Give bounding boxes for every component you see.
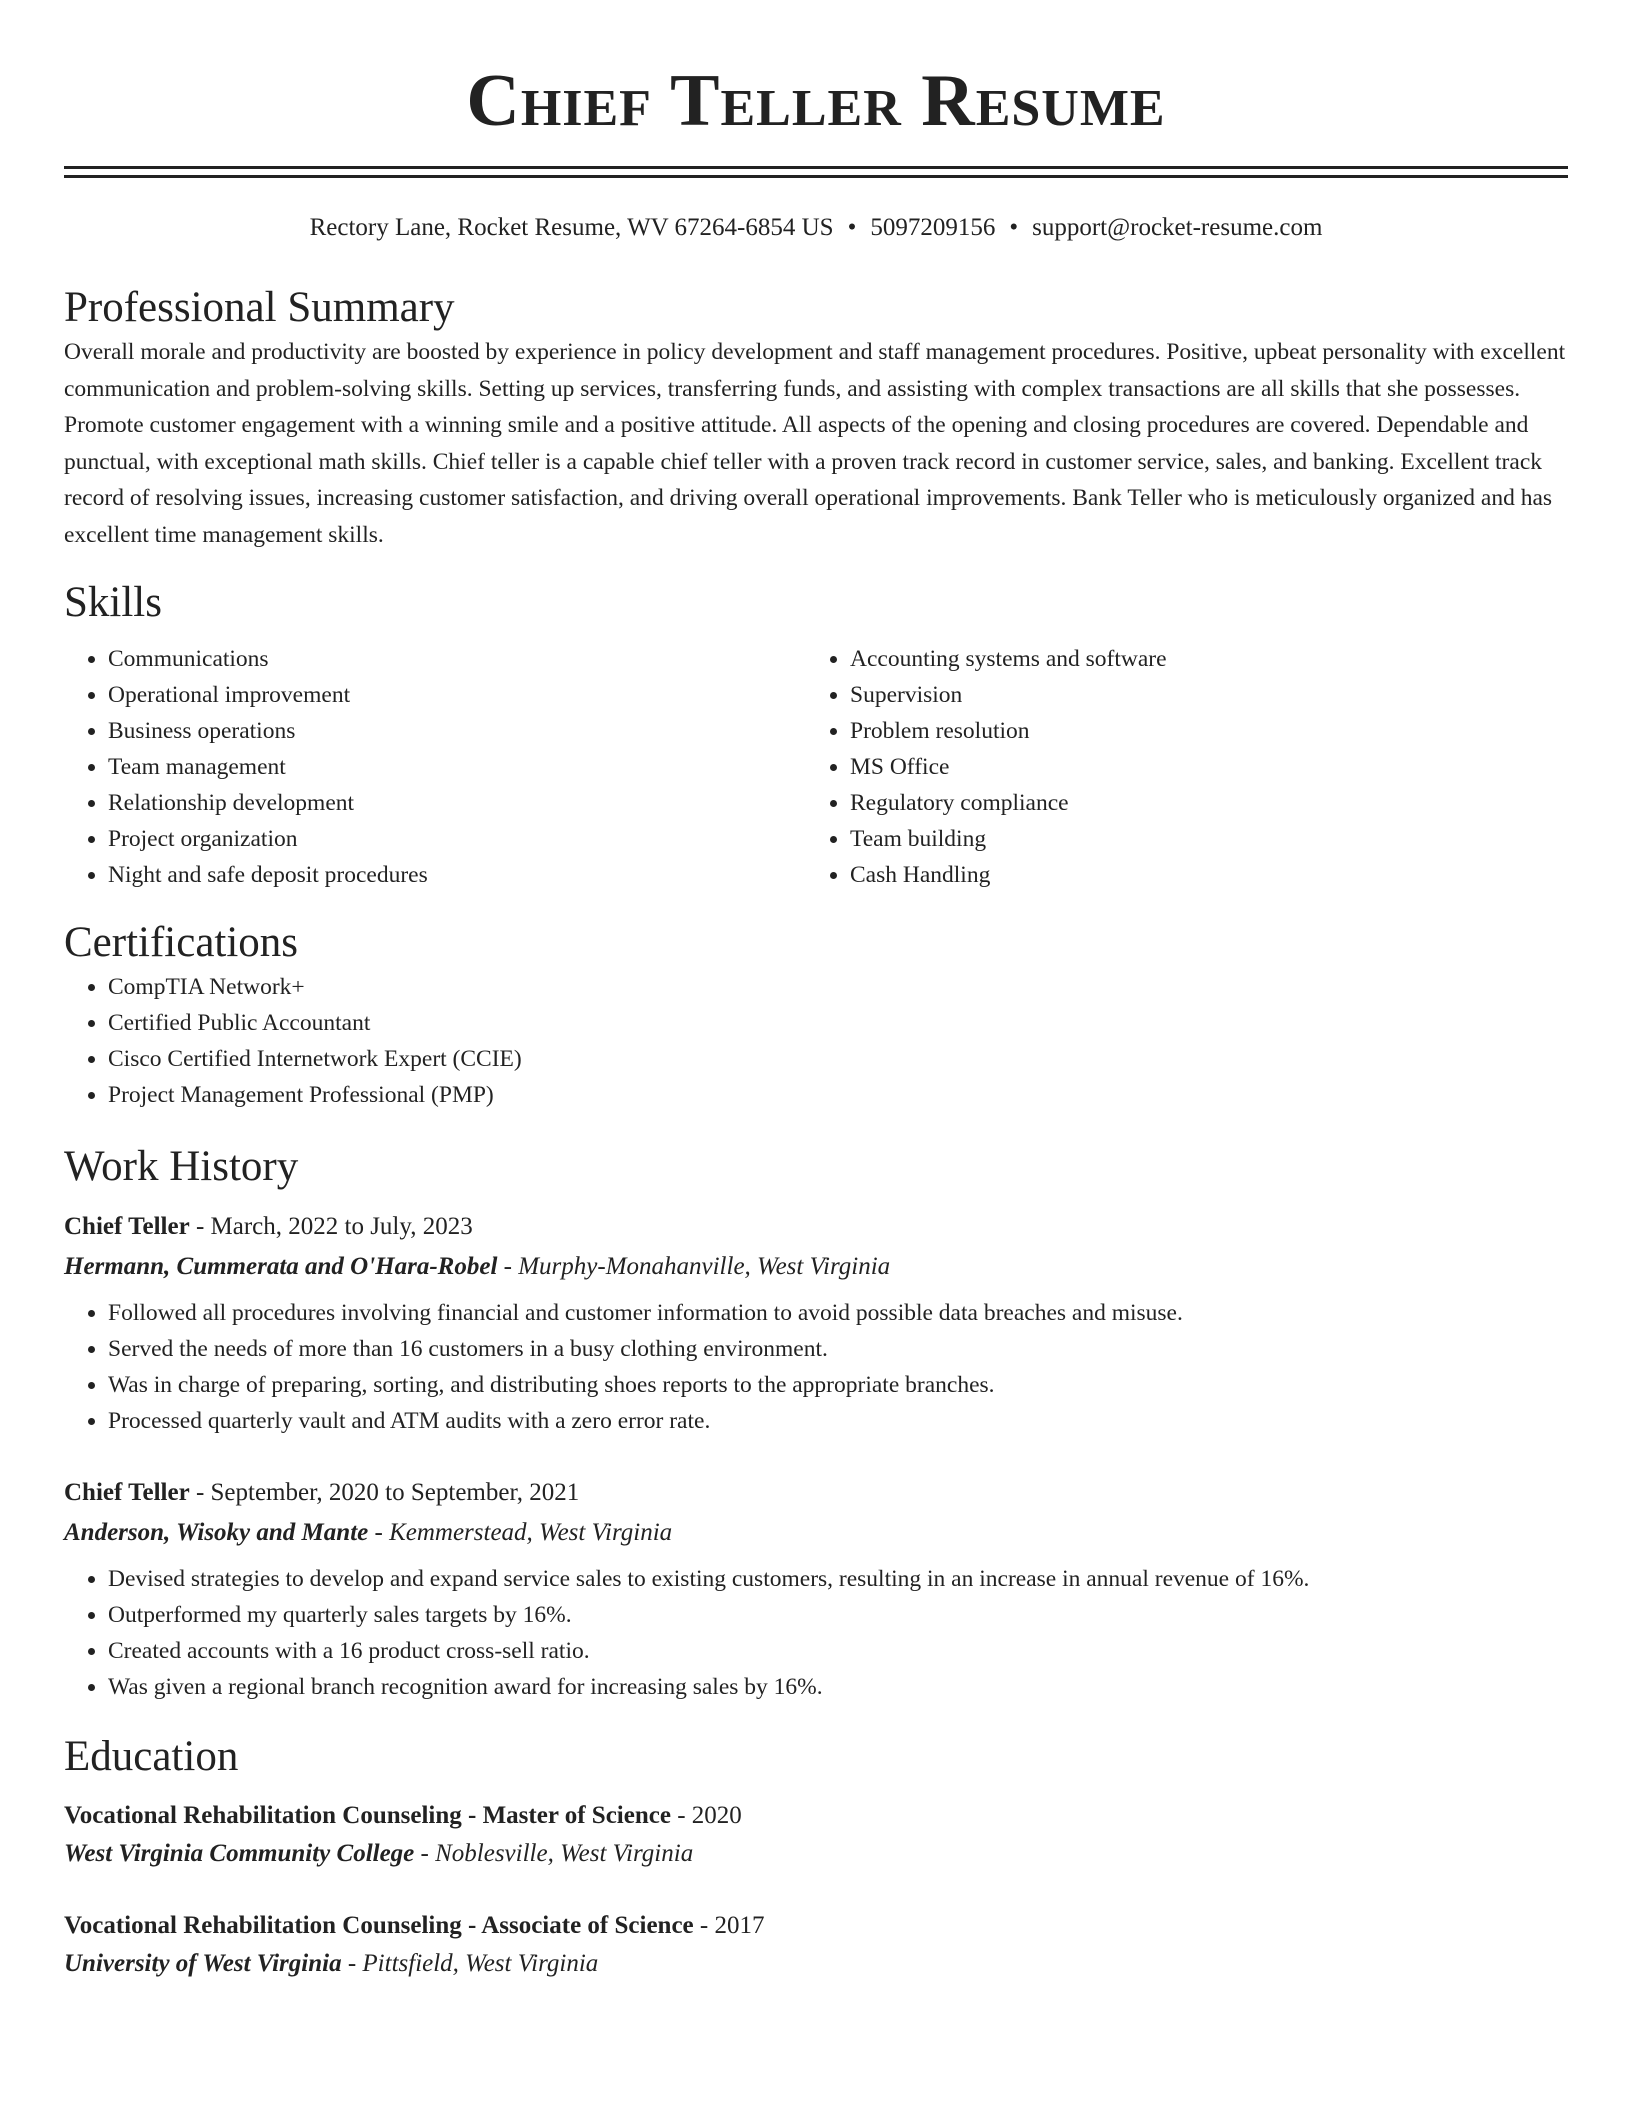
education-entry [64,1907,1568,1983]
dash-separator: - [414,1839,436,1867]
skills-column-left [64,641,806,893]
contact-line [64,212,1568,244]
list-item: • Project organization [108,821,806,857]
education-section [64,1731,1568,1983]
list-item: • Night and safe deposit procedures [108,857,806,893]
dash-separator: - [341,1949,363,1977]
job-title: Chief Teller [64,1478,190,1506]
dash-separator: - [189,1478,211,1506]
summary-section [64,282,1568,553]
school-location: Pittsfield, West Virginia [362,1949,599,1977]
school-name: West Virginia Community College [64,1839,415,1867]
list-item: • Accounting systems and software [850,641,1548,677]
skills-column-right [806,641,1548,893]
dash-separator: - [693,1911,715,1939]
certifications-list [64,969,1568,1113]
summary-text: Overall morale and productivity are boosted by experience in policy development and staff management procedures. Positive, upbeat personality with excellent communication and problem-solving skills. Setting up services, transferring funds, and assisting with complex transactions are all skills that she possesses. Promote customer engagement with a winning smile and a positive attitude. All aspects of the opening and closing procedures are covered. Dependable and punctual, with exceptional math skills. Chief teller is a capable chief teller with a proven track record in customer service, sales, and banking. Excellent track record of resolving issues, increasing customer satisfaction, and driving overall operational improvements. Bank Teller who is meticulously organized and has excellent time management skills. [64,339,1566,548]
employer-line [64,1513,1568,1553]
work-history-section [64,1141,1568,1705]
list-item: • Communications [108,641,806,677]
degree-line [64,1907,1568,1945]
degree-name: Vocational Rehabilitation Counseling - Master of Science [64,1801,671,1829]
skills-list-left [64,641,806,893]
school-line [64,1835,1568,1873]
list-item: • Cisco Certified Internetwork Expert (CCIE) [108,1041,1568,1077]
degree-line [64,1797,1568,1835]
job-bullets [64,1295,1568,1439]
list-item: • Regulatory compliance [850,785,1548,821]
list-item: • Was given a regional branch recognition award for increasing sales by 16%. [108,1669,1568,1705]
dash-separator: - [368,1518,390,1546]
skills-columns [64,641,1568,893]
school-location: Noblesville, West Virginia [435,1839,694,1867]
list-item: • Problem resolution [850,713,1548,749]
resume-title: Chief Teller Resume [466,60,1166,142]
job-title-line [64,1473,1568,1513]
list-item: • MS Office [850,749,1548,785]
job-title-line [64,1207,1568,1247]
list-item: • Team management [108,749,806,785]
degree-year: 2020 [691,1801,742,1829]
contact-address: Rectory Lane, Rocket Resume, WV 67264-6854 US [309,214,834,241]
contact-separator: • [847,214,857,241]
employer-name: Anderson, Wisoky and Mante [64,1518,369,1546]
list-item: • Was in charge of preparing, sorting, and distributing shoes reports to the appropriate branches. [108,1367,1568,1403]
degree-year: 2017 [714,1911,765,1939]
list-item: • Outperformed my quarterly sales targets by 16%. [108,1597,1568,1633]
contact-phone: 5097209156 [870,214,996,241]
job-bullets [64,1561,1568,1705]
list-item: • Business operations [108,713,806,749]
summary-heading: Professional Summary [64,284,455,331]
certifications-section [64,917,1568,1113]
list-item: • Certified Public Accountant [108,1005,1568,1041]
skills-list-right [806,641,1548,893]
title-divider-top [64,166,1568,169]
list-item: • Relationship development [108,785,806,821]
job-dates: September, 2020 to September, 2021 [210,1478,580,1506]
list-item: • Supervision [850,677,1548,713]
contact-email: support@rocket-resume.com [1032,214,1323,241]
skills-heading: Skills [64,578,162,626]
list-item: • Team building [850,821,1548,857]
job-entry [64,1207,1568,1439]
list-item: • Devised strategies to develop and expand service sales to existing customers, resulting in an increase in annual revenue of 16%. [108,1561,1568,1597]
job-title: Chief Teller [64,1212,190,1240]
list-item: • CompTIA Network+ [108,969,1568,1005]
employer-location: Kemmerstead, West Virginia [389,1518,673,1546]
list-item: • Served the needs of more than 16 customers in a busy clothing environment. [108,1331,1568,1367]
list-item: • Cash Handling [850,857,1548,893]
work-history-heading: Work History [64,1142,299,1190]
degree-name: Vocational Rehabilitation Counseling - Associate of Science [64,1911,694,1939]
list-item: • Processed quarterly vault and ATM audits with a zero error rate. [108,1403,1568,1439]
employer-name: Hermann, Cummerata and O'Hara-Robel [64,1252,498,1280]
list-item: • Operational improvement [108,677,806,713]
dash-separator: - [670,1801,692,1829]
school-name: University of West Virginia [64,1949,342,1977]
job-dates: March, 2022 to July, 2023 [210,1212,473,1240]
list-item: • Followed all procedures involving financial and customer information to avoid possible data breaches and misuse. [108,1295,1568,1331]
job-entry [64,1473,1568,1705]
education-heading: Education [64,1732,239,1780]
skills-section [64,577,1568,893]
list-item: • Project Management Professional (PMP) [108,1077,1568,1113]
contact-separator: • [1009,214,1019,241]
school-line [64,1945,1568,1983]
employer-line [64,1247,1568,1287]
certifications-heading: Certifications [64,918,299,966]
title-divider-bottom [64,175,1568,178]
dash-separator: - [497,1252,519,1280]
dash-separator: - [189,1212,211,1240]
education-entry [64,1797,1568,1873]
list-item: • Created accounts with a 16 product cross-sell ratio. [108,1633,1568,1669]
employer-location: Murphy-Monahanville, West Virginia [518,1252,891,1280]
